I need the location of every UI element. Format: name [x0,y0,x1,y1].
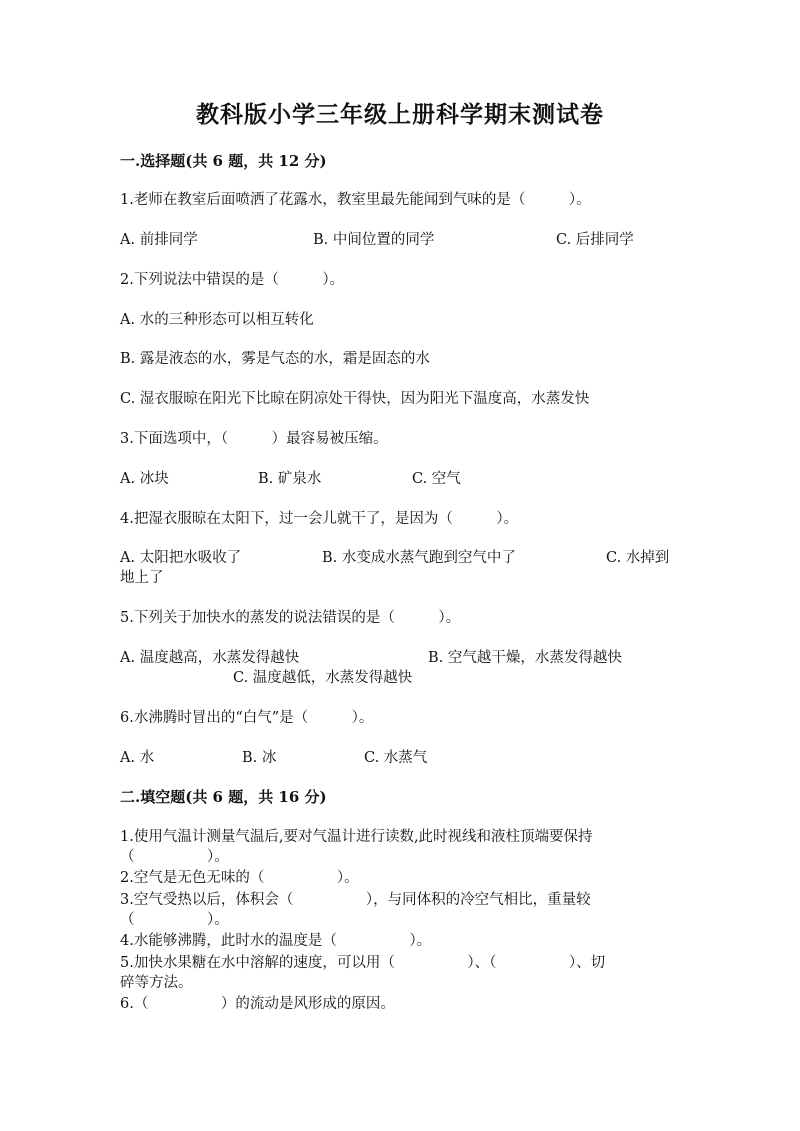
question-3-option-a: A. 冰块 [120,471,169,487]
fill-question-4: 4.水能够沸腾，此时水的温度是（ ）。 [120,933,432,949]
question-3-option-b: B. 矿泉水 [258,471,322,487]
question-1: 1.老师在教室后面喷洒了花露水，教室里最先能闻到气味的是（ ）。 [120,192,591,208]
question-6-option-c: C. 水蒸气 [364,750,428,766]
question-4: 4.把湿衣服晾在太阳下，过一会儿就干了，是因为（ ）。 [120,511,519,527]
question-4-option-a: A. 太阳把水吸收了 [120,550,242,566]
question-2: 2.下列说法中错误的是（ ）。 [120,272,345,288]
question-3-option-c: C. 空气 [412,471,461,487]
question-2-option-a: A. 水的三种形态可以相互转化 [120,312,314,328]
section-heading-fill: 二.填空题(共 6 题，共 16 分) [120,788,327,806]
fill-question-5: 5.加快水果糖在水中溶解的速度，可以用（ ）、（ ）、切 [120,955,606,971]
question-6: 6.水沸腾时冒出的“白气”是（ ）。 [120,710,374,726]
question-4-option-c-wrap: 地上了 [120,570,164,586]
question-1-option-b: B. 中间位置的同学 [313,232,435,248]
question-5-option-b: B. 空气越干燥，水蒸发得越快 [428,650,622,666]
question-1-option-c: C. 后排同学 [556,232,634,248]
fill-question-2: 2.空气是无色无味的（ ）。 [120,870,359,886]
question-5: 5.下列关于加快水的蒸发的说法错误的是（ ）。 [120,610,461,626]
question-6-option-a: A. 水 [120,750,155,766]
fill-question-5-wrap: 碎等方法。 [120,975,193,991]
page-title: 教科版小学三年级上册科学期末测试卷 [196,101,604,128]
question-5-option-c: C. 温度越低，水蒸发得越快 [233,670,413,686]
fill-question-6: 6.（ ）的流动是风形成的原因。 [120,996,395,1012]
fill-question-1: 1.使用气温计测量气温后,要对气温计进行读数,此时视线和液柱顶端要保持 [120,829,593,845]
question-5-option-a: A. 温度越高，水蒸发得越快 [120,650,300,666]
question-2-option-b: B. 露是液态的水，雾是气态的水，霜是固态的水 [120,351,430,367]
question-1-option-a: A. 前排同学 [120,232,198,248]
question-2-option-c: C. 湿衣服晾在阳光下比晾在阴凉处干得快，因为阳光下温度高，水蒸发快 [120,391,590,407]
question-6-option-b: B. 冰 [242,750,277,766]
question-4-option-c: C. 水掉到 [606,550,670,566]
fill-question-3-wrap: （ ）。 [120,912,229,928]
section-heading-choice: 一.选择题(共 6 题，共 12 分) [120,152,327,170]
fill-question-1-wrap: （ ）。 [120,849,229,865]
fill-question-3: 3.空气受热以后，体积会（ ），与同体积的冷空气相比，重量较 [120,892,591,908]
question-4-option-b: B. 水变成水蒸气跑到空气中了 [322,550,516,566]
question-3: 3.下面选项中，（ ）最容易被压缩。 [120,431,388,447]
